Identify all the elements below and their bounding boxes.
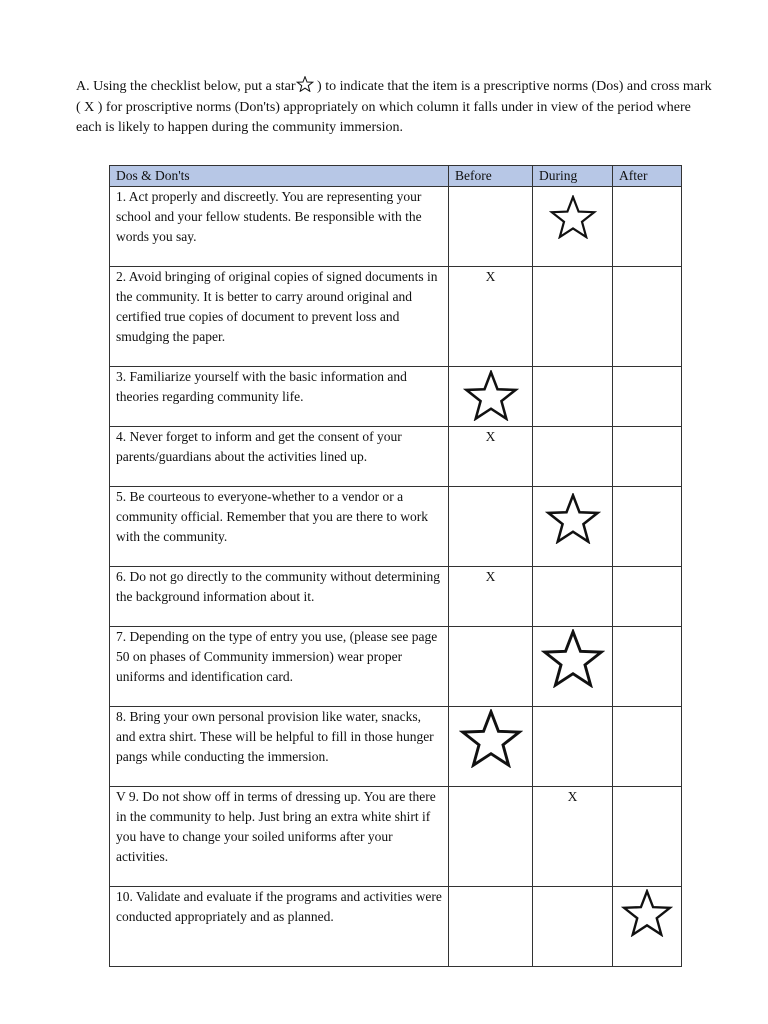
instructions-text-2: ) to indicate that the item is a prescriptive norms (Dos) and cross mark ( X ) for proscriptive norms (Don'ts) appropriately on which column it falls under in view of the period where each is likely to happen during the community immersion. [76, 79, 712, 135]
mark-cell-after [613, 887, 682, 967]
checklist-table [109, 165, 682, 967]
item-text: 7. Depending on the type of entry you use, (please see page 50 on phases of Community immersion) wear proper uniforms and identification card. [110, 627, 449, 707]
mark-cell-after [613, 187, 682, 267]
mark-cell-during [533, 627, 613, 707]
header-after: After [613, 166, 682, 187]
header-dos-donts: Dos & Don'ts [110, 166, 449, 187]
header-during: During [533, 166, 613, 187]
mark-cell-before [449, 187, 533, 267]
mark-cell-during [533, 187, 613, 267]
star-icon [545, 493, 601, 544]
table-row [110, 267, 682, 367]
table-row [110, 567, 682, 627]
cross-mark: X [485, 429, 496, 444]
mark-cell-during [533, 487, 613, 567]
item-text: 3. Familiarize yourself with the basic information and theories regarding community life. [110, 367, 449, 427]
mark-cell-during [533, 707, 613, 787]
cross-mark: X [485, 269, 496, 284]
table-row [110, 367, 682, 427]
cross-mark: X [485, 569, 496, 584]
mark-cell-before [449, 627, 533, 707]
mark-cell-before [449, 567, 533, 627]
mark-cell-during [533, 787, 613, 887]
item-text: 4. Never forget to inform and get the consent of your parents/guardians about the activities lined up. [110, 427, 449, 487]
header-row [110, 166, 682, 187]
mark-cell-during [533, 887, 613, 967]
mark-cell-during [533, 367, 613, 427]
star-icon [296, 76, 314, 92]
star-icon [459, 709, 523, 768]
mark-cell-after [613, 567, 682, 627]
item-text: 1. Act properly and discreetly. You are representing your school and your fellow students. Be responsible with the words you say. [110, 187, 449, 267]
mark-cell-before [449, 787, 533, 887]
star-icon [621, 889, 673, 937]
table-row [110, 627, 682, 707]
mark-cell-before [449, 267, 533, 367]
mark-cell-during [533, 567, 613, 627]
item-text: 5. Be courteous to everyone-whether to a vendor or a community official. Remember that you are there to work with the community. [110, 487, 449, 567]
mark-cell-after [613, 787, 682, 887]
item-text: 10. Validate and evaluate if the programs and activities were conducted appropriately and as planned. [110, 887, 449, 967]
table-row [110, 187, 682, 267]
mark-cell-before [449, 887, 533, 967]
mark-cell-before [449, 707, 533, 787]
mark-cell-after [613, 627, 682, 707]
mark-cell-before [449, 367, 533, 427]
star-icon [463, 370, 519, 421]
item-text: 6. Do not go directly to the community without determining the background information about it. [110, 567, 449, 627]
mark-cell-during [533, 427, 613, 487]
mark-cell-after [613, 427, 682, 487]
header-before: Before [449, 166, 533, 187]
table-row [110, 487, 682, 567]
item-text: 8. Bring your own personal provision like water, snacks, and extra shirt. These will be helpful to fill in those hunger pangs while conducting the immersion. [110, 707, 449, 787]
star-icon [541, 629, 605, 688]
instructions-text-1: A. Using the checklist below, put a star [76, 79, 296, 94]
table-row [110, 887, 682, 967]
item-text: V 9. Do not show off in terms of dressing up. You are there in the community to help. Just bring an extra white shirt if you have to change your soiled uniforms after your activities. [110, 787, 449, 887]
mark-cell-after [613, 367, 682, 427]
instructions [76, 76, 716, 139]
table-row [110, 427, 682, 487]
item-text: 2. Avoid bringing of original copies of signed documents in the community. It is better to carry around original and certified true copies of document to prevent loss and smudging the paper. [110, 267, 449, 367]
cross-mark: X [567, 789, 578, 804]
mark-cell-after [613, 267, 682, 367]
mark-cell-before [449, 487, 533, 567]
mark-cell-during [533, 267, 613, 367]
star-icon [549, 195, 597, 239]
mark-cell-before [449, 427, 533, 487]
mark-cell-after [613, 707, 682, 787]
table-row [110, 787, 682, 887]
table-row [110, 707, 682, 787]
mark-cell-after [613, 487, 682, 567]
